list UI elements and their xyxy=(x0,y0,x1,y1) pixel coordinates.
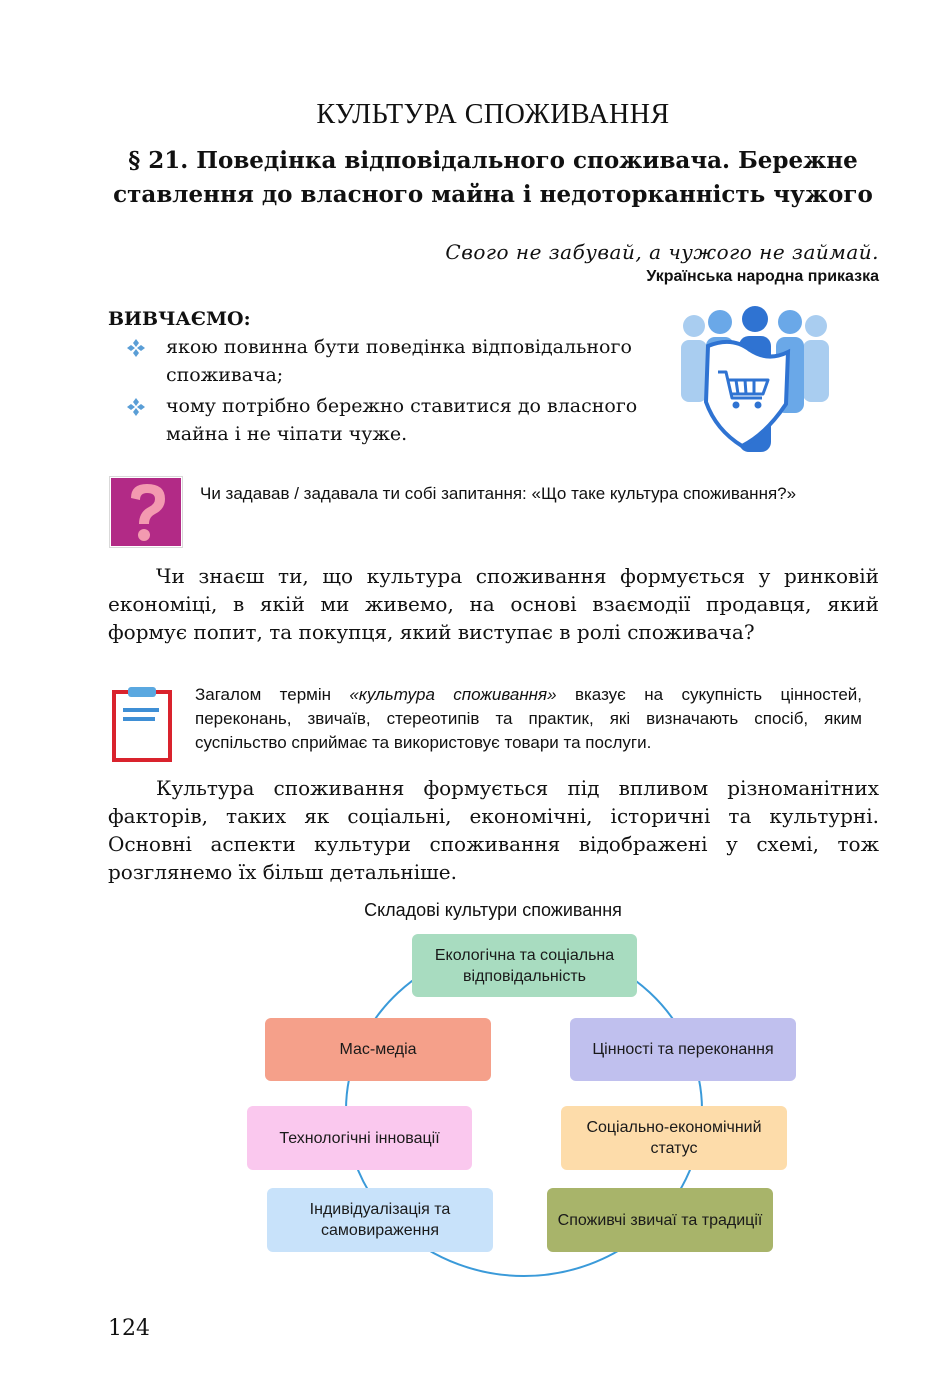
page-number: 124 xyxy=(108,1316,150,1341)
node-tech: Технологічні інновації xyxy=(247,1106,472,1170)
lesson-title: § 21. Поведінка відповідального споживача. Бережне ставлення до власного майна і недоторканність чужого xyxy=(113,147,873,208)
node-traditions: Споживчі звичаї та традиції xyxy=(547,1188,773,1252)
node-status: Соціально-економічний статус xyxy=(561,1106,787,1170)
node-values: Цінності та переконання xyxy=(570,1018,796,1081)
term-highlight: «культура споживання» xyxy=(349,685,557,704)
epigraph-source: Українська народна приказка xyxy=(646,268,879,285)
section-title: КУЛЬТУРА СПОЖИВАННЯ xyxy=(316,99,670,130)
diagram-title: Складові культури споживання xyxy=(364,900,622,920)
paragraph-market: Чи знаєш ти, що культура споживання формується у ринковій економіці, в якій ми живемо, на основі взаємодії продавця, який формує попит, та покупця, який виступає в ролі споживача? xyxy=(108,564,879,644)
definition-note: Загалом термін «культура споживання» вказує на сукупність цінностей, переконань, звичаїв, стереотипів та практик, які визначають спосіб, яким суспільство сприймає та використовує товари та послуги. xyxy=(195,685,862,752)
study-item: якою повинна бути поведінка відповідального споживача; xyxy=(124,333,644,389)
paragraph-factors: Культура споживання формується під впливом різноманітних факторів, таких як соціальні, економічні, історичні та культурні. Основні аспекти культури споживання відображені у схемі, тож розглянемо їх більш детальніше. xyxy=(108,776,879,884)
node-ecology: Екологічна та соціальна відповідальність xyxy=(412,934,637,997)
node-individual: Індивідуалізація та самовираження xyxy=(267,1188,493,1252)
study-heading: ВИВЧАЄМО: xyxy=(108,308,251,330)
node-media: Мас-медіа xyxy=(265,1018,491,1081)
epigraph-quote: Свого не забувай, а чужого не займай. xyxy=(445,240,879,264)
question-text: Чи задавав / задавала ти собі запитання: «Що таке культура споживання?» xyxy=(200,484,797,503)
study-item: чому потрібно бережно ставитися до власного майна і не чіпати чуже. xyxy=(124,392,644,448)
